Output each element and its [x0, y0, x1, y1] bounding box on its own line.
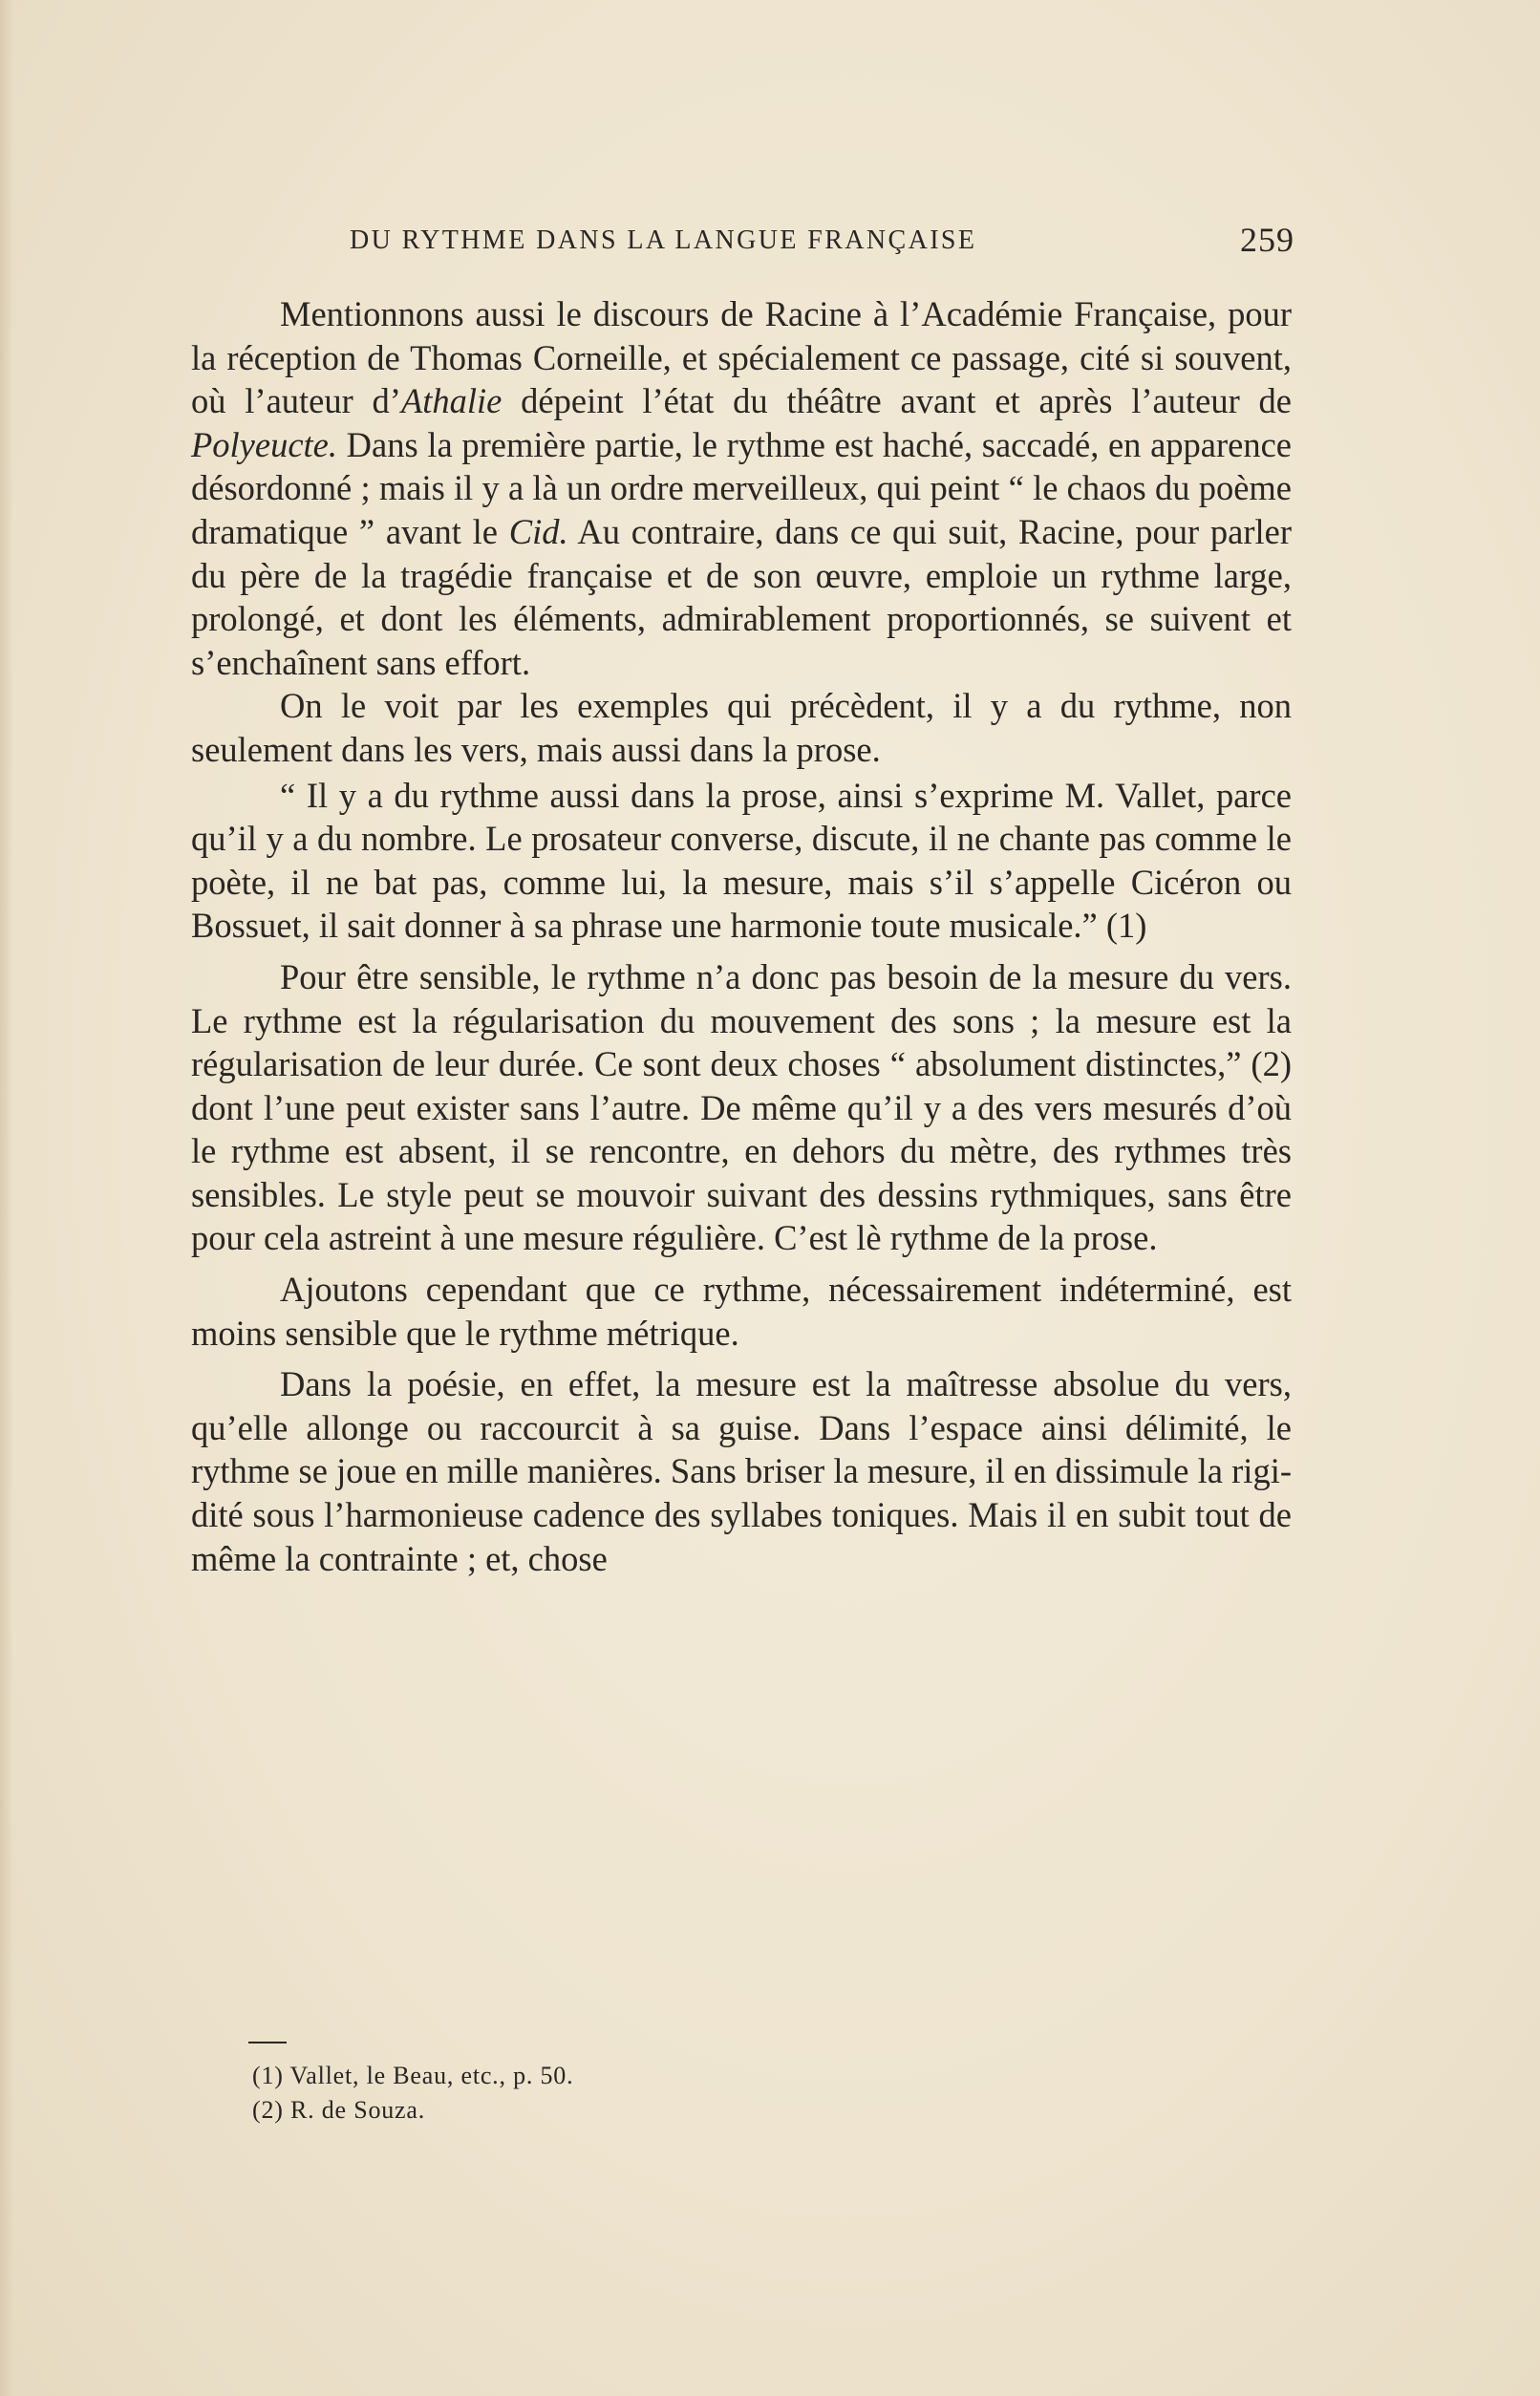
footnote-divider: [248, 2042, 287, 2043]
paragraph-6: Dans la poésie, en effet, la mesure est la maîtresse absolue du vers, qu’elle allonge ou raccourcit à sa guise. Dans l’espace ainsi délimité, le rythme se joue en mille manières. Sans briser la mesure, il en dissimule la rigidité sous l’harmonieuse cadence des syllabes toniques. Mais il en subit tout de même la contrainte ; et, chose: [191, 1364, 1292, 1578]
paragraph-5: Ajoutons cependant que ce rythme, nécessairement indéterminé, est moins sensible que le rythme métrique.: [191, 1270, 1292, 1353]
paragraph-3-quotation: “ Il y a du rythme aussi dans la prose, ainsi s’exprime M. Vallet, parce qu’il y a du nombre. Le prosateur converse, discute, il ne chante pas comme le poète, il ne bat pas, comme lui, la mesure, mais s’il s’appelle Cicéron ou Bossuet, il sait donner à sa phrase une harmonie toute musicale.” (1): [191, 775, 1292, 946]
italic-cid: Cid.: [508, 511, 568, 551]
page-header: [191, 222, 1294, 260]
paragraph-1-part-1: Mentionnons aussi le discours de Racine à l’Académie Française, pour la réception de Thomas Corneille, et spécialement ce passage, cité si souvent, où l’auteur d’: [191, 294, 1292, 421]
page-number: 259: [1240, 221, 1294, 259]
paragraph-1-part-3: Dans la première partie, le rythme est haché, saccadé, en apparence désordonné ; mais il y a là un ordre merveilleux, qui peint “ le chaos du poème dramatique ” avant le: [191, 424, 1292, 551]
paragraph-1: [191, 292, 1292, 684]
italic-athalie: Athalie: [400, 381, 503, 421]
body-text: [191, 292, 1292, 1580]
footnote-2: (2) R. de Souza.: [252, 2096, 426, 2124]
italic-polyeucte: Polyeucte.: [191, 424, 338, 464]
paragraph-1-part-2: dépeint l’état du théâtre avant et après l’auteur de: [502, 381, 1292, 421]
paragraph-4: Pour être sensible, le rythme n’a donc pas besoin de la mesure du vers. Le rythme est la régularisation du mouvement des sons ; la mesure est la régularisation de leur durée. Ce sont deux choses “ absolument distinctes,” (2) dont l’une peut exister sans l’autre. De même qu’il y a des vers mesurés d’où le rythme est absent, il se rencontre, en dehors du mètre, des rythmes très sensibles. Le style peut se mouvoir suivant des dessins rythmiques, sans être pour cela astreint à une mesure régulière. C’est lè rythme de la prose.: [191, 956, 1292, 1258]
footnotes: [252, 2059, 1112, 2128]
paragraph-1-part-4: Au contraire, dans ce qui suit, Racine, pour parler du père de la tragédie française et de son œuvre, emploie un rythme large, prolongé, et dont les éléments, admirablement proportionnés, se suivent et s’enchaînent sans effort.: [191, 511, 1292, 682]
page-gutter-shadow: [0, 0, 13, 2396]
running-title: DU RYTHME DANS LA LANGUE FRANÇAISE: [350, 225, 977, 255]
footnote-1: (1) Vallet, le Beau, etc., p. 50.: [252, 2062, 574, 2089]
paragraph-2: On le voit par les exemples qui précèdent, il y a du rythme, non seulement dans les vers, mais aussi dans la prose.: [191, 686, 1292, 769]
